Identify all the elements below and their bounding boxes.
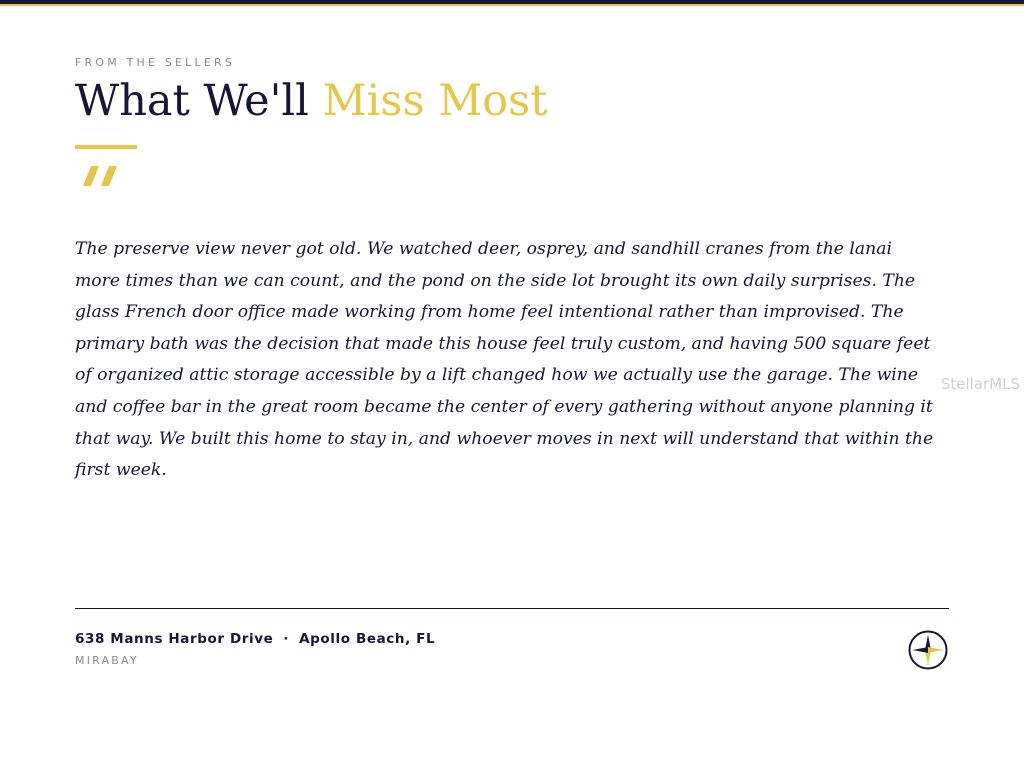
- section-eyebrow: FROM THE SELLERS: [75, 56, 236, 69]
- title-main: What We'll: [75, 76, 309, 126]
- footer-divider: [75, 608, 949, 609]
- seller-quote: The preserve view never got old. We watched deer, osprey, and sandhill cranes from the lanai more times than we can count, and the pond on the side lot brought its own daily surprises. The glass French door office made working from home feel intentional rather than improvised. The primary bath was the decision that made this house feel truly custom, and having 500 square feet of organized attic storage accessible by a lift changed how we actually use the garage. The wine and coffee bar in the great room became the center of every gathering without anyone planning it that way. We built this home to stay in, and whoever moves in next will understand that within the first week.: [75, 239, 934, 481]
- address-city: Apollo Beach, FL: [299, 631, 436, 647]
- community-name: MIRABAY: [75, 654, 139, 667]
- page-title: [75, 74, 547, 128]
- property-address: [75, 631, 435, 647]
- top-gold-stripe: [0, 4, 1024, 6]
- address-separator: ·: [283, 631, 290, 647]
- title-accent: Miss Most: [322, 76, 548, 126]
- watermark: StellarMLS: [940, 375, 1020, 393]
- compass-rose-icon: [907, 629, 949, 671]
- address-street: 638 Manns Harbor Drive: [75, 631, 274, 647]
- open-quote-icon: [80, 144, 130, 194]
